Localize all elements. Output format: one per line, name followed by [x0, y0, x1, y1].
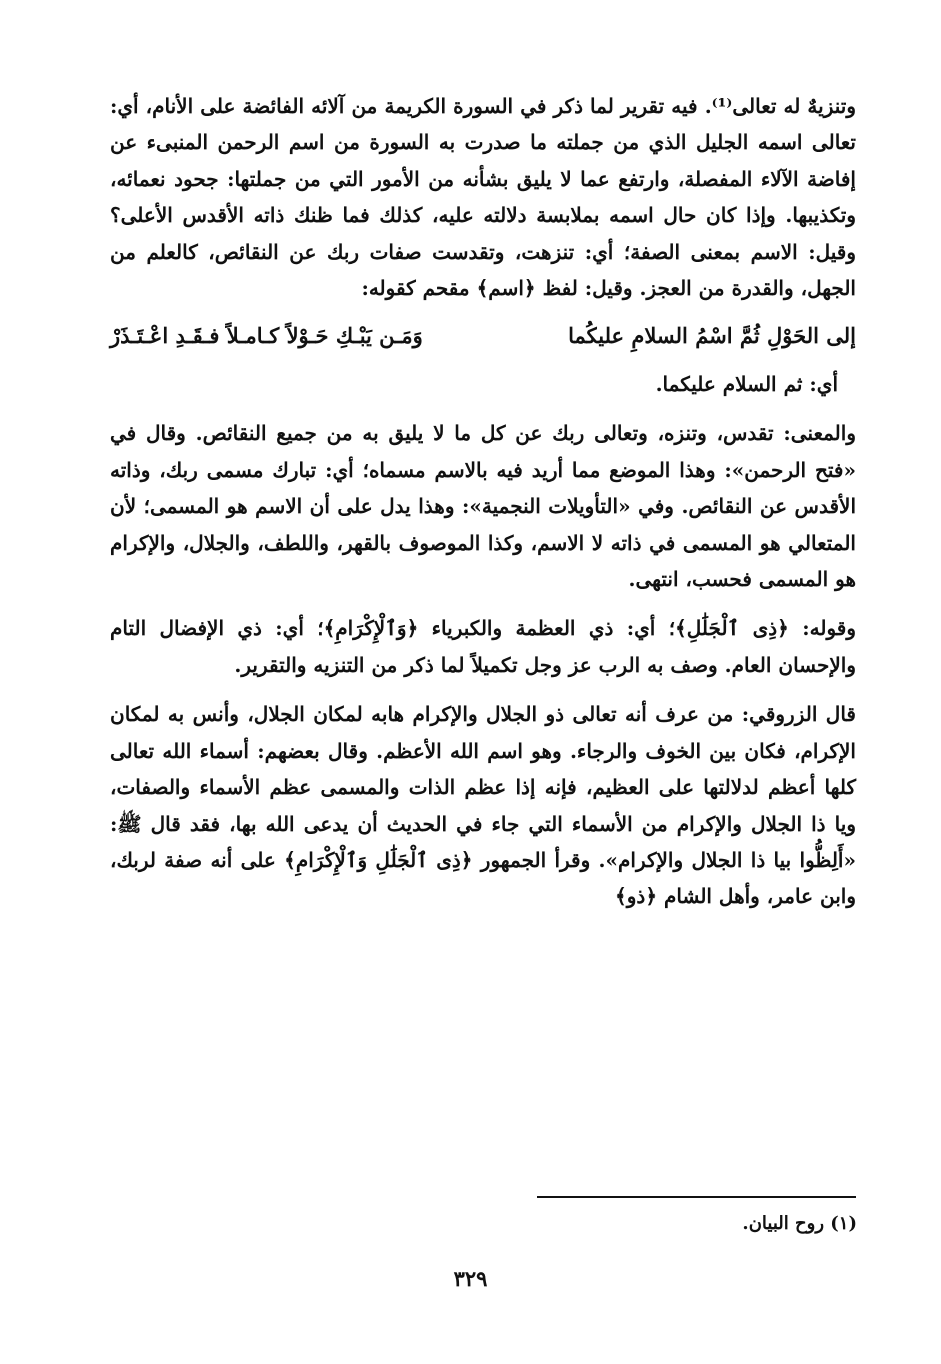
paragraph-2: والمعنى: تقدس، وتنزه، وتعالى ربك عن كل ما لا يليق به من جميع النقائص. وقال في «فتح الرحمن»: وهذا الموضع مما أريد فيه بالاسم مسماه؛ أي: تبارك مسمى ربك، وذاته الأقدس عن النقائص. وفي «التأويلات النجمية»: وهذا يدل على أن الاسم هو المسمى؛ لأن المتعالي هو المسمى في ذاته لا الاسم، وكذا الموصوف بالقهر، واللطف، والجلال، والإكرام هو المسمى فحسب، انتهى.: [110, 421, 856, 592]
footnote-separator: [537, 1196, 856, 1198]
verse-gloss: أي: ثم السلام عليكما.: [655, 372, 838, 397]
verse-first-hemistich: إلى الحَوْلِ ثُمَّ اسْمُ السلامِ عليكُما: [568, 323, 856, 349]
page-number: ٣٢٩: [453, 1266, 488, 1291]
poetry-verse: [110, 318, 856, 354]
footnote: (١) روح البيان.: [742, 1213, 857, 1234]
paragraph-1: وتنزيهٌ له تعالى⁽¹⁾. فيه تقرير لما ذكر في السورة الكريمة من آلائه الفائضة على الأنام، أي: تعالى اسمه الجليل الذي من جملته ما صدرت به السورة من اسم الرحمن المنبىء عن إفاضة الآلاء المفصلة، وارتفع عما لا يليق بشأنه من الأمور التي من جملتها: جحود نعمائه، وتكذيبها. وإذا كان حال اسمه بملابسة دلالته عليه، كذلك فما ظنك ذاته الأقدس الأعلى؟ وقيل: الاسم بمعنى الصفة؛ أي: تنزهت، وتقدست صفات ربك عن النقائص، كالعلم من الجهل، والقدرة من العجز. وقيل: لفظ ﴿اسم﴾ مقحم كقوله:: [110, 94, 856, 301]
verse-second-hemistich: وَمَـن يَبْـكِ حَـوْلاً كـامـلاً فـقَـدِ اعْـتَـذَرْ: [110, 323, 423, 349]
main-text-column: [110, 88, 856, 915]
paragraph-4: قال الزروقي: من عرف أنه تعالى ذو الجلال والإكرام هابه لمكان الجلال، وأنس به لمكان الإكرام، فكان بين الخوف والرجاء. وهو اسم الله الأعظم. وقال بعضهم: أسماء الله تعالى كلها أعظم لدلالتها على العظيم، فإنه إذا عظم الذات والمسمى عظم الأسماء والصفات، ويا ذا الجلال والإكرام من الأسماء التي جاء في الحديث أن يدعى الله بها، فقد قال ﷺ: «أَلِظُّوا بيا ذا الجلال والإكرام». وقرأ الجمهور ﴿ذِى ٱلْجَلَٰلِ وَٱلْإِكْرَامِ﴾ على أنه صفة لربك، وابن عامر، وأهل الشام ﴿ذو﴾: [110, 702, 856, 909]
paragraph-3: وقوله: ﴿ذِى ٱلْجَلَٰلِ﴾؛ أي: ذي العظمة والكبرياء ﴿وَٱلْإِكْرَامِ﴾؛ أي: ذي الإفضال التام والإحسان العام. وصف به الرب عز وجل تكميلاً لما ذكر من التنزيه والتقرير.: [110, 616, 856, 677]
